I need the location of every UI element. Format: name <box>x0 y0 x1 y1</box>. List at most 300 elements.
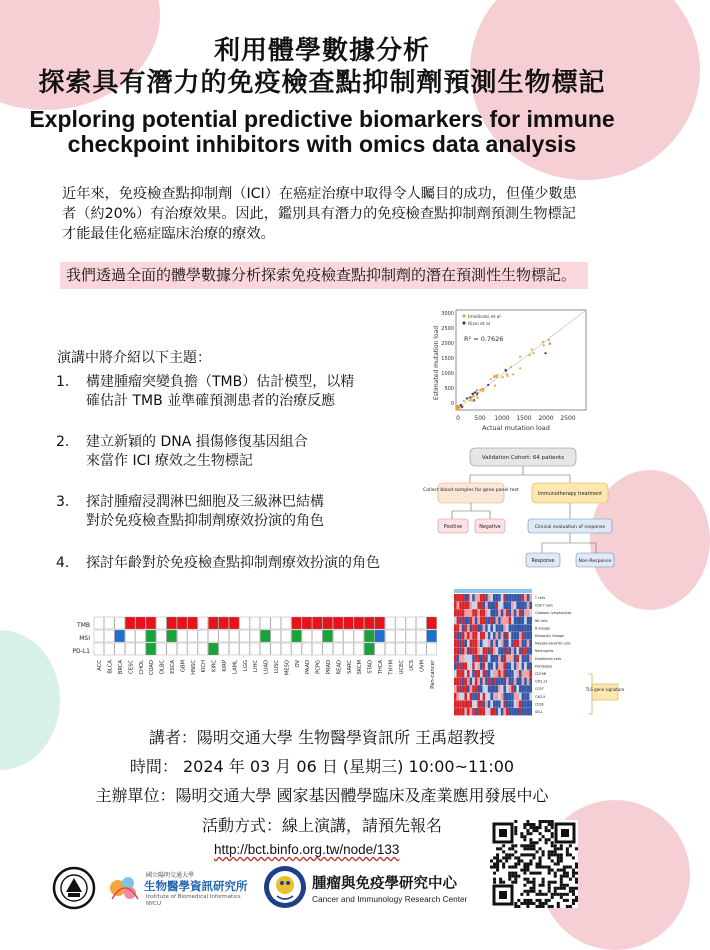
qr-module <box>548 872 551 875</box>
qr-module <box>529 859 532 862</box>
tls-cell <box>527 662 530 669</box>
scatter-point <box>528 354 530 356</box>
tls-cell <box>511 693 514 700</box>
tls-cell <box>522 609 525 616</box>
tls-cell <box>527 624 530 631</box>
center-name-zh: 腫瘤與免疫學研究中心 <box>312 876 457 892</box>
tls-cell <box>475 670 478 677</box>
qr-module <box>532 878 535 881</box>
qr-module <box>505 856 508 859</box>
qr-module <box>523 872 526 875</box>
tls-cell <box>496 602 499 609</box>
qr-module <box>572 875 575 878</box>
tls-cell <box>462 632 465 639</box>
scatter-legend-b: Rizvi et al <box>468 322 491 327</box>
heatmap-cell <box>219 617 229 629</box>
tls-cell <box>472 670 475 677</box>
tls-cell <box>519 609 522 616</box>
flow-negative-text: Negative <box>479 525 501 530</box>
qr-module <box>511 881 514 884</box>
qr-module <box>517 856 520 859</box>
qr-module <box>517 905 520 908</box>
tls-cell <box>524 693 527 700</box>
bg-blob-bottom-left <box>0 630 60 770</box>
tls-cell <box>524 640 527 647</box>
tls-cell <box>503 594 506 601</box>
tls-cell <box>519 693 522 700</box>
tls-cell <box>470 662 473 669</box>
tls-cell <box>459 632 462 639</box>
tls-cell <box>496 708 499 715</box>
registration-link[interactable] <box>214 842 399 857</box>
tls-cell <box>511 685 514 692</box>
tls-label: T cells <box>535 596 546 600</box>
tls-cell <box>522 624 525 631</box>
heatmap-cell <box>344 643 354 655</box>
tls-cell <box>522 617 525 624</box>
tls-cell <box>509 647 512 654</box>
heatmap-cell <box>385 643 395 655</box>
heatmap-cell <box>385 617 395 629</box>
heatmap-cell <box>416 617 426 629</box>
speaker-line: 講者：陽明交通大學 生物醫學資訊所 王禹超教授 <box>148 728 496 747</box>
tls-cell <box>529 662 532 669</box>
tls-cell <box>522 700 525 707</box>
tls-cell <box>480 640 483 647</box>
tls-cell <box>477 670 480 677</box>
qr-module <box>563 866 566 869</box>
tls-cell <box>524 624 527 631</box>
tls-cell <box>519 594 522 601</box>
scatter-ytick: 500 <box>444 386 454 392</box>
qr-module <box>526 823 529 826</box>
qr-module <box>557 856 560 859</box>
tls-cell <box>477 678 480 685</box>
qr-module <box>520 853 523 856</box>
tls-cell <box>472 632 475 639</box>
tls-cell <box>514 624 517 631</box>
tls-cell <box>511 594 514 601</box>
qr-module <box>526 869 529 872</box>
heatmap-cell <box>177 617 187 629</box>
heatmap-xlabel: STAD <box>367 660 374 674</box>
tls-cell <box>477 602 480 609</box>
qr-module <box>560 893 563 896</box>
tls-cell <box>524 678 527 685</box>
qr-module <box>529 832 532 835</box>
tls-cell <box>490 708 493 715</box>
qr-module <box>517 859 520 862</box>
tls-cell <box>496 647 499 654</box>
heatmap-cell <box>416 630 426 642</box>
heatmap-cell <box>427 643 437 655</box>
heatmap-cell <box>333 617 343 629</box>
qr-module <box>566 875 569 878</box>
tls-cell <box>529 647 532 654</box>
intro-paragraph: 近年來，免疫檢查點抑制劑（ICI）在癌症治療中取得令人矚目的成功，但僅少數患者（約20%）有治療效果。因此，鑑別具有潛力的免疫檢查點抑制劑預測生物標記才能最佳化癌症臨床治療的療效。 <box>62 186 577 242</box>
tls-cell <box>498 700 501 707</box>
qr-module <box>523 869 526 872</box>
tls-cell <box>472 693 475 700</box>
tls-cell <box>493 655 496 662</box>
qr-module <box>526 847 529 850</box>
qr-module <box>514 881 517 884</box>
tls-cell <box>498 655 501 662</box>
tls-cell <box>498 632 501 639</box>
qr-module <box>560 869 563 872</box>
qr-module <box>548 881 551 884</box>
scatter-point <box>461 406 463 408</box>
qr-module <box>532 887 535 890</box>
tls-cell <box>516 609 519 616</box>
topic-item-3 <box>56 493 426 531</box>
heatmap-cell <box>240 643 250 655</box>
heatmap-cell <box>396 630 406 642</box>
heatmap-cell <box>396 643 406 655</box>
qr-module <box>551 853 554 856</box>
tls-cell <box>472 655 475 662</box>
tls-cell <box>511 655 514 662</box>
tls-cell <box>457 678 460 685</box>
qr-module <box>529 890 532 893</box>
tls-cell <box>524 647 527 654</box>
qr-module <box>569 887 572 890</box>
tls-cell <box>496 632 499 639</box>
heatmap-cells <box>94 617 437 655</box>
qr-module <box>496 869 499 872</box>
tls-cell <box>488 609 491 616</box>
qr-module <box>514 905 517 908</box>
tls-cell <box>529 700 532 707</box>
qr-module <box>548 820 551 823</box>
heatmap-cell <box>167 643 177 655</box>
tls-label: CD8 T cells <box>535 603 553 608</box>
tls-cell <box>511 617 514 624</box>
tls-cell <box>475 700 478 707</box>
scatter-point <box>481 388 483 390</box>
qr-module <box>572 902 575 905</box>
tls-cell <box>501 685 504 692</box>
qr-module <box>493 872 496 875</box>
heatmap-row-label: PD-L1 <box>72 648 90 655</box>
heatmap-xlabel: BLCA <box>107 660 114 674</box>
scatter-point <box>532 352 534 354</box>
qr-module <box>539 905 542 908</box>
qr-module <box>572 890 575 893</box>
tls-cell <box>477 594 480 601</box>
scatter-xtick: 500 <box>474 415 486 422</box>
heatmap-cell <box>344 630 354 642</box>
tls-cell <box>488 640 491 647</box>
tls-cell <box>503 708 506 715</box>
tls-cell <box>514 602 517 609</box>
tls-cell <box>509 662 512 669</box>
tls-cell <box>480 678 483 685</box>
heatmap-cell <box>260 643 270 655</box>
qr-module <box>554 847 557 850</box>
qr-module <box>560 859 563 862</box>
tls-cell <box>501 647 504 654</box>
qr-module <box>545 820 548 823</box>
qr-module <box>548 887 551 890</box>
tls-cell <box>514 700 517 707</box>
tls-cell <box>483 662 486 669</box>
tls-cell <box>503 617 506 624</box>
heatmap-xlabel: THYM <box>388 660 395 675</box>
qr-module <box>523 838 526 841</box>
tls-label: CD3E <box>535 702 544 707</box>
tls-cell <box>470 708 473 715</box>
tls-cell <box>490 678 493 685</box>
tls-cell <box>519 655 522 662</box>
qr-module <box>514 820 517 823</box>
qr-module <box>536 850 539 853</box>
tls-cell <box>457 655 460 662</box>
tls-cell <box>509 685 512 692</box>
heatmap-xlabel: GBM <box>180 660 187 673</box>
tls-cell <box>459 670 462 677</box>
scatter-point <box>519 367 521 369</box>
scatter-ytick: 1500 <box>441 356 454 362</box>
tls-cell <box>490 662 493 669</box>
qr-module <box>508 878 511 881</box>
qr-module <box>490 859 493 862</box>
organizer-line: 主辦單位：陽明交通大學 國家基因體學臨床及產業應用發展中心 <box>95 786 549 805</box>
tls-cell <box>488 602 491 609</box>
qr-module <box>551 881 554 884</box>
tls-cell <box>516 617 519 624</box>
qr-module <box>529 887 532 890</box>
qr-module <box>523 823 526 826</box>
heatmap-xlabel: PAAD <box>305 660 312 675</box>
tls-cell <box>459 685 462 692</box>
tls-cell <box>493 632 496 639</box>
heatmap-cell <box>333 643 343 655</box>
tls-cell <box>522 662 525 669</box>
heatmap-cell <box>364 617 374 629</box>
qr-module <box>502 881 505 884</box>
qr-module <box>529 881 532 884</box>
tls-cell <box>467 700 470 707</box>
qr-module <box>560 881 563 884</box>
qr-module <box>520 893 523 896</box>
tls-cell <box>522 685 525 692</box>
tls-label: B lineage <box>535 626 550 631</box>
tls-cell <box>501 693 504 700</box>
tls-cell <box>511 624 514 631</box>
tls-cell <box>475 693 478 700</box>
qr-module <box>496 866 499 869</box>
qr-module <box>526 902 529 905</box>
qr-module <box>505 853 508 856</box>
tls-cell <box>454 685 457 692</box>
heatmap-cell <box>354 643 364 655</box>
tls-cell <box>485 700 488 707</box>
tls-cell <box>488 662 491 669</box>
tls-cell <box>490 617 493 624</box>
tls-cell <box>493 700 496 707</box>
qr-module <box>514 850 517 853</box>
qr-module <box>529 872 532 875</box>
tls-cell <box>516 640 519 647</box>
tls-cell <box>454 670 457 677</box>
tls-cell <box>488 594 491 601</box>
tls-cell <box>516 594 519 601</box>
tls-cell <box>470 632 473 639</box>
tls-cell <box>485 708 488 715</box>
tls-cell <box>462 670 465 677</box>
qr-module <box>536 826 539 829</box>
qr-module <box>569 866 572 869</box>
tls-cell <box>498 693 501 700</box>
tls-cell <box>475 678 478 685</box>
tls-cell <box>501 700 504 707</box>
tls-cell <box>459 708 462 715</box>
scatter-point <box>463 400 465 402</box>
heatmap-cell <box>312 617 322 629</box>
scatter-point <box>512 373 514 375</box>
tls-cell <box>457 594 460 601</box>
qr-module <box>536 893 539 896</box>
qr-module <box>502 844 505 847</box>
qr-module <box>520 869 523 872</box>
tls-cell <box>457 647 460 654</box>
qr-module <box>517 862 520 865</box>
topic-number: 4. <box>56 555 70 571</box>
scatter-point <box>519 356 521 358</box>
tls-cell <box>496 662 499 669</box>
qr-module <box>560 875 563 878</box>
tls-cell <box>511 647 514 654</box>
scatter-point <box>460 404 462 406</box>
heatmap-xlabel: THCA <box>378 660 384 675</box>
qr-module <box>514 862 517 865</box>
qr-module <box>554 844 557 847</box>
qr-module <box>560 844 563 847</box>
qr-module <box>493 856 496 859</box>
heatmap-cell <box>115 617 125 629</box>
tls-cell <box>483 678 486 685</box>
tls-cell <box>503 700 506 707</box>
tls-cell <box>529 693 532 700</box>
tls-cell <box>459 624 462 631</box>
tls-cell <box>483 670 486 677</box>
scatter-xtick: 1500 <box>516 415 532 422</box>
qr-module <box>520 832 523 835</box>
qr-module <box>490 866 493 869</box>
tls-cell <box>472 662 475 669</box>
tls-cell <box>509 632 512 639</box>
tls-labels <box>534 596 572 714</box>
heatmap-cell <box>375 643 385 655</box>
scatter-point <box>496 374 498 376</box>
tls-cell <box>529 594 532 601</box>
mode-line: 活動方式：線上演講，請預先報名 <box>201 816 442 835</box>
tls-cell <box>524 632 527 639</box>
tls-label: CXCL9 <box>535 694 546 699</box>
registration-url[interactable]: http://bct.binfo.org.tw/node/133 <box>214 842 400 857</box>
qr-code[interactable] <box>490 820 578 908</box>
tls-cell <box>506 609 509 616</box>
qr-module <box>536 841 539 844</box>
tls-cell <box>511 670 514 677</box>
tls-cell <box>522 594 525 601</box>
tls-cell <box>493 678 496 685</box>
tls-cell <box>501 609 504 616</box>
tls-cell <box>519 678 522 685</box>
tls-cell <box>524 602 527 609</box>
qr-module <box>569 905 572 908</box>
heatmap-cell <box>167 630 177 642</box>
tls-cell <box>464 609 467 616</box>
heatmap-xlabel: HNSC <box>190 660 197 675</box>
tls-cell <box>522 640 525 647</box>
qr-module <box>548 856 551 859</box>
tls-cell <box>488 624 491 631</box>
tls-cell <box>503 670 506 677</box>
heatmap-xlabel: LUAD <box>263 660 270 674</box>
heatmap-cell <box>281 643 291 655</box>
qr-module <box>548 850 551 853</box>
qr-module <box>529 899 532 902</box>
tls-cell <box>514 693 517 700</box>
tls-cell <box>454 609 457 616</box>
qr-module <box>529 823 532 826</box>
tls-cell <box>488 708 491 715</box>
qr-module <box>569 878 572 881</box>
tls-cell <box>516 685 519 692</box>
scatter-point <box>549 343 551 345</box>
qr-module <box>499 859 502 862</box>
qr-module <box>566 850 569 853</box>
bioinformatics-institute-logo-icon <box>108 873 142 903</box>
tls-cell <box>483 617 486 624</box>
institute-name-small: 國立陽明交通大學 <box>146 872 195 879</box>
qr-module <box>557 847 560 850</box>
qr-module <box>566 866 569 869</box>
heatmap-cell <box>115 630 125 642</box>
tls-cell <box>501 617 504 624</box>
tls-cell <box>524 708 527 715</box>
tls-cell <box>454 594 457 601</box>
qr-module <box>566 884 569 887</box>
tls-cell <box>511 708 514 715</box>
tls-cell <box>485 609 488 616</box>
heatmap-cell <box>136 617 146 629</box>
qr-module <box>545 841 548 844</box>
tls-cell <box>529 602 532 609</box>
tls-cell <box>522 602 525 609</box>
tls-cell <box>490 640 493 647</box>
heatmap-xlabel: KIRP <box>222 660 228 672</box>
tls-cell <box>480 602 483 609</box>
tls-cell <box>529 632 532 639</box>
qr-module <box>557 887 560 890</box>
qr-module <box>529 826 532 829</box>
qr-module <box>566 905 569 908</box>
tls-cell <box>480 662 483 669</box>
qr-module <box>542 905 545 908</box>
qr-module <box>532 890 535 893</box>
heatmap-cell <box>240 617 250 629</box>
tls-cell <box>459 647 462 654</box>
tls-cell <box>470 678 473 685</box>
tls-cell <box>490 647 493 654</box>
tls-label: Neutrophils <box>535 649 554 654</box>
heatmap-xlabel: CESC <box>128 660 135 674</box>
tls-cell <box>459 602 462 609</box>
tls-cell <box>457 632 460 639</box>
